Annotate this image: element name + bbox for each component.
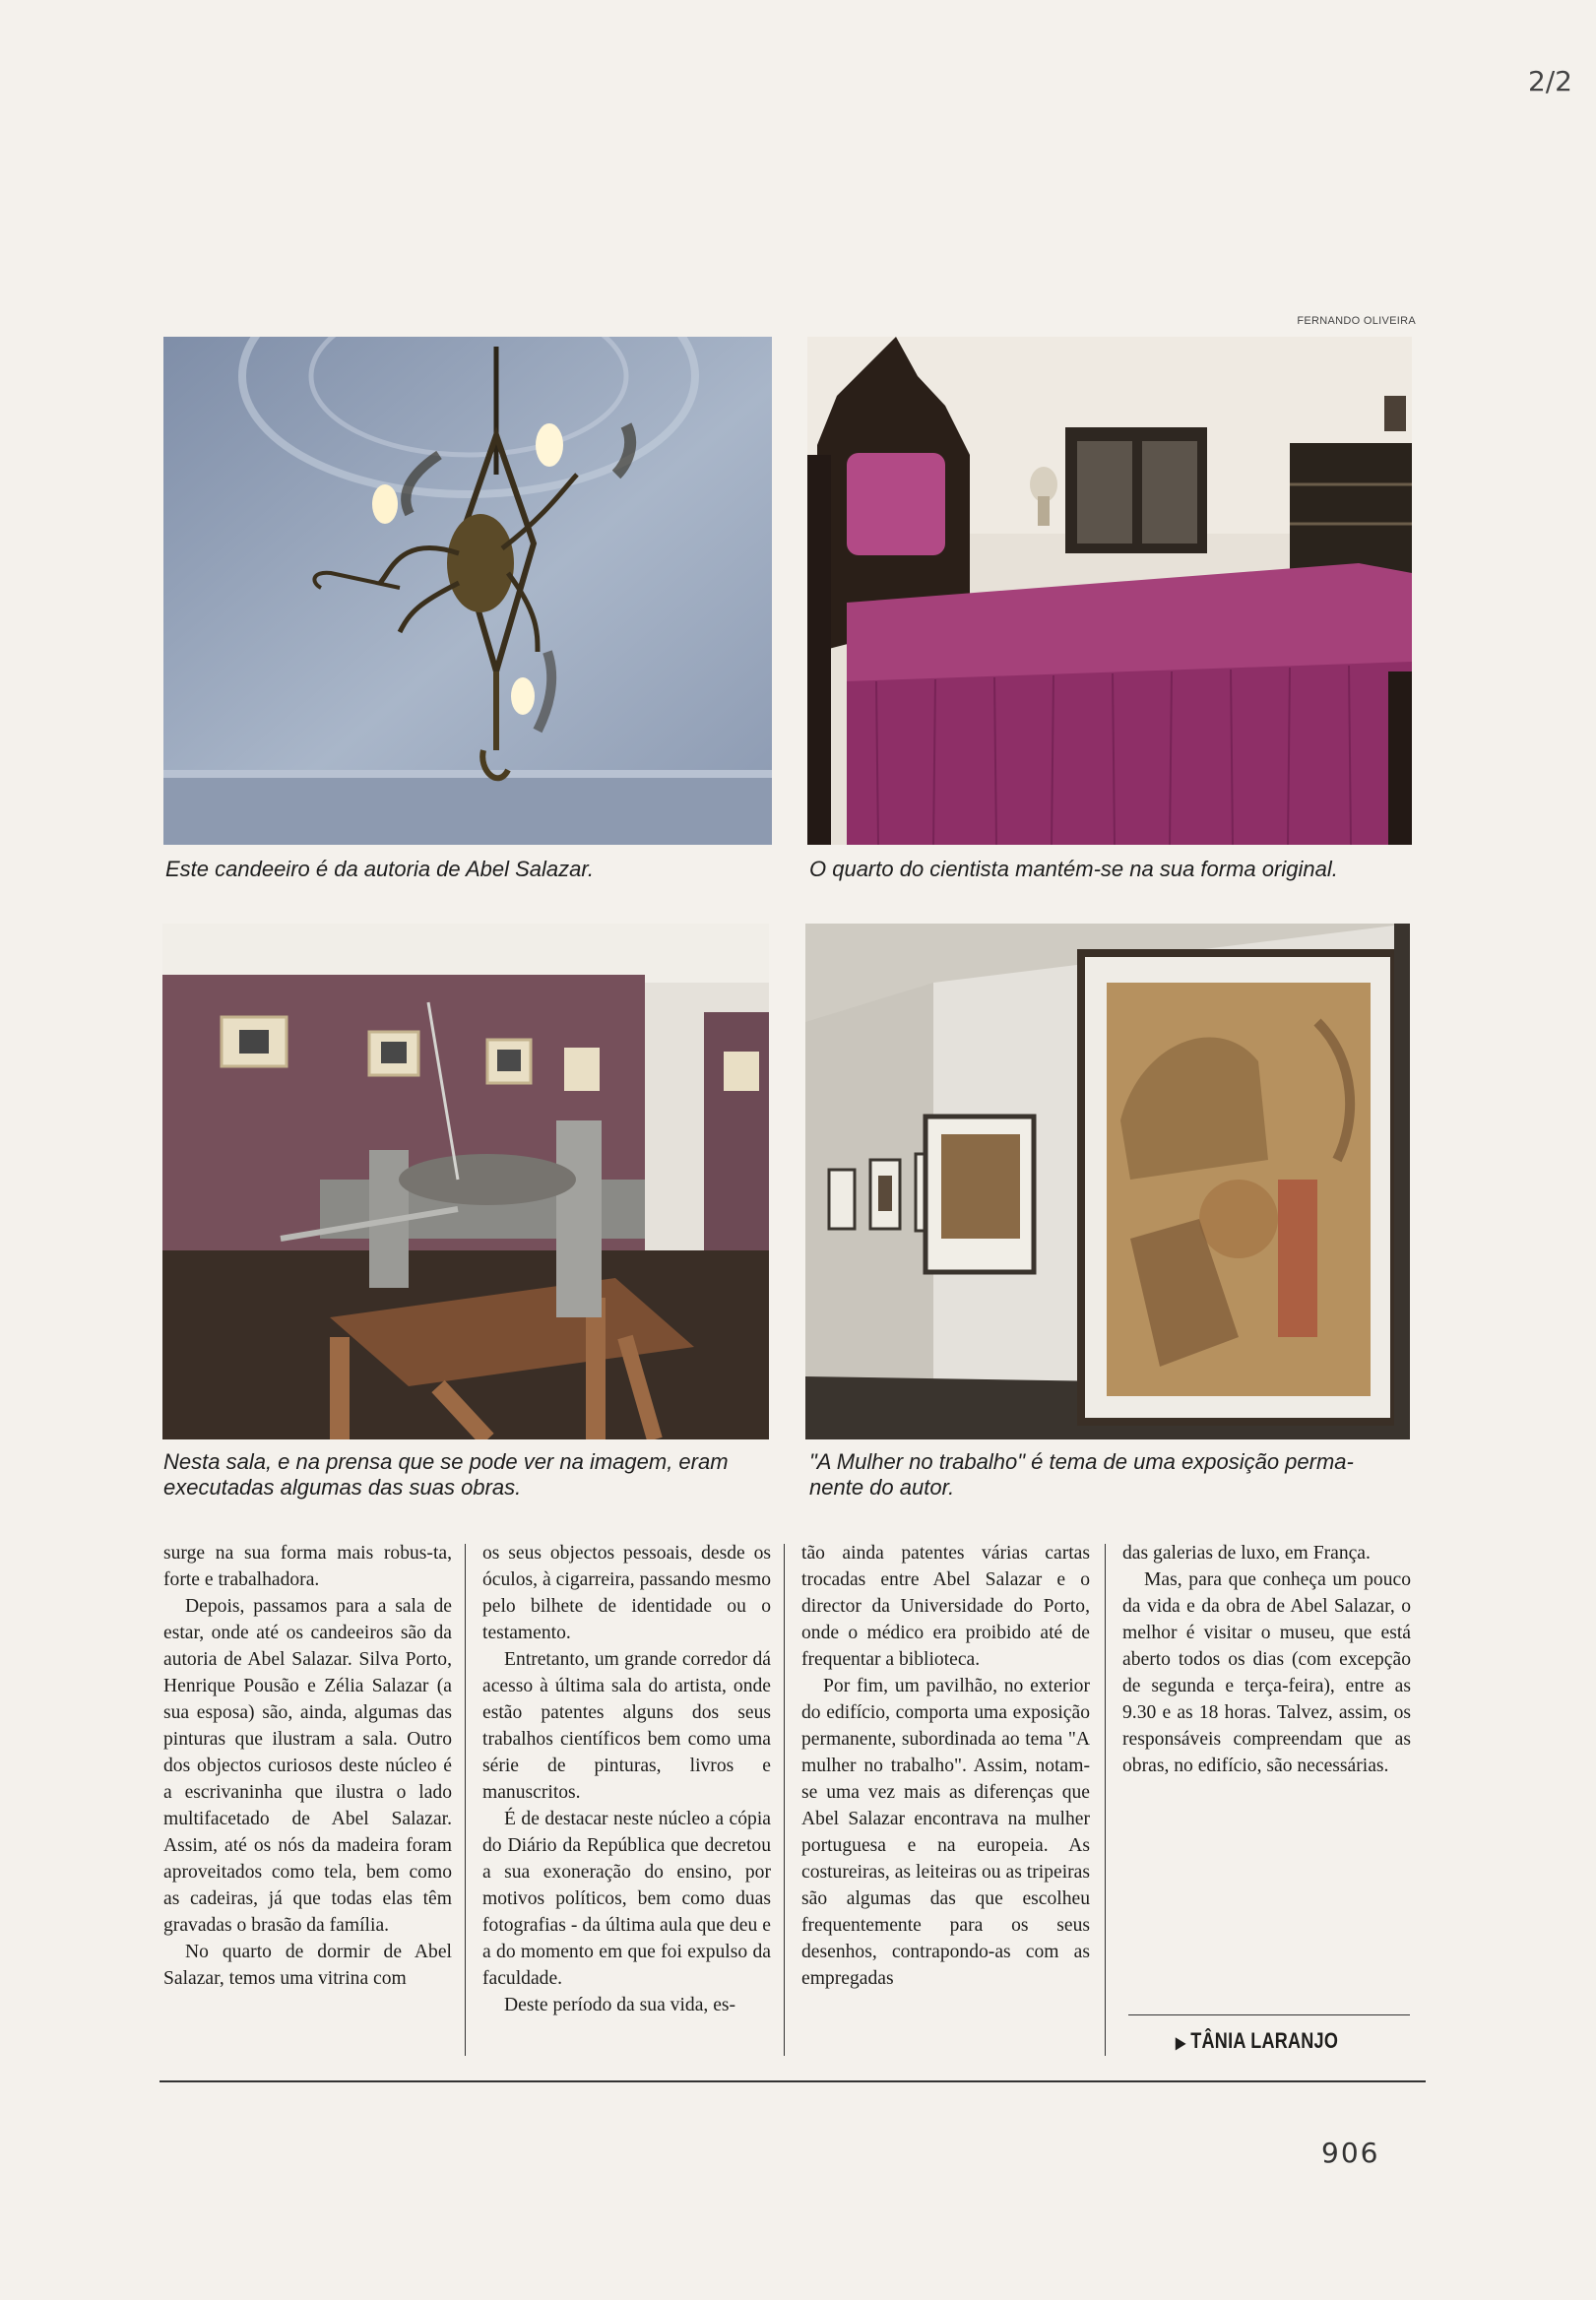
photo-exhibition — [805, 924, 1410, 1439]
article-paragraph: No quarto de dormir de Abel Salazar, temos uma vitrina com — [163, 1942, 452, 1989]
page-label: 2/2 — [1527, 65, 1572, 97]
column-divider — [1105, 1544, 1106, 2056]
article-column-2 — [482, 1540, 771, 2062]
photo-printing-press — [162, 924, 769, 1439]
triangle-arrow-icon: ▶ — [1176, 2035, 1186, 2052]
column-divider — [465, 1544, 466, 2056]
article-paragraph: Por fim, um pavilhão, no exterior do edifício, comporta uma exposição permanente, subordinada ao tema "A mulher no trabalho". Assim, notam-se uma vez mais as diferenças que Abel Salazar encontrava na mulher portuguesa e na europeia. As costureiras, as leiteiras ou as tripeiras são algumas das que escolheu frequentemente para os seus desenhos, contrapondo-as com as empregadas — [801, 1676, 1090, 1989]
column-divider — [784, 1544, 785, 2056]
bottom-rule — [160, 2080, 1426, 2082]
photo-chandelier — [163, 337, 772, 845]
photo-bedroom — [807, 337, 1412, 845]
article-column-3 — [801, 1540, 1090, 2062]
article-paragraph: Mas, para que conheça um pouco da vida e da obra de Abel Salazar, o melhor é visitar o museu, que está aberto todos os dias (com excepção de segunda e terça-feira), entre as 9.30 e as 18 horas. Talvez, assim, os responsáveis compreendam que as obras, no edifício, são necessárias. — [1122, 1569, 1411, 1776]
author-name: TÂNIA LARANJO — [1190, 2028, 1339, 2053]
article-paragraph: das galerias de luxo, em França. — [1122, 1543, 1371, 1564]
page-number: 906 — [1321, 2137, 1380, 2169]
article-column-4 — [1122, 1540, 1411, 2003]
article-paragraph: Entretanto, um grande corredor dá acesso à última sala do artista, onde estão patentes alguns dos seus trabalhos científicos bem como uma série de pinturas, livros e manuscritos. — [482, 1649, 771, 1803]
caption-bedroom: O quarto do cientista mantém-se na sua forma original. — [809, 857, 1338, 881]
signature-rule — [1128, 2014, 1410, 2015]
article-paragraph: os seus objectos pessoais, desde os óculos, à cigarreira, passando mesmo pelo bilhete de identidade ou o testamento. — [482, 1543, 771, 1643]
caption-exhibition-line-1: "A Mulher no trabalho" é tema de uma exposição perma- — [809, 1449, 1354, 1474]
article-paragraph: Deste período da sua vida, es- — [504, 1995, 736, 2015]
article-paragraph: surge na sua forma mais robus-ta, forte e trabalhadora. — [163, 1543, 452, 1590]
article-column-1 — [163, 1540, 452, 2062]
caption-printing-press-line-2: executadas algumas das suas obras. — [163, 1475, 522, 1500]
caption-exhibition-line-2: nente do autor. — [809, 1475, 955, 1500]
caption-printing-press — [163, 1449, 774, 1501]
caption-exhibition — [809, 1449, 1420, 1501]
photo-credit: FERNANDO OLIVEIRA — [1297, 315, 1416, 327]
article-paragraph: tão ainda patentes várias cartas trocadas entre Abel Salazar e o director da Universidade do Porto, onde o médico era proibido até de frequentar a biblioteca. — [801, 1543, 1090, 1670]
article-paragraph: Depois, passamos para a sala de estar, onde até os candeeiros são da autoria de Abel Salazar. Silva Porto, Henrique Pousão e Zélia Salazar (a sua esposa) são, ainda, algumas das pinturas que ilustram a sala. Outro dos objectos curiosos deste núcleo é a escrivaninha que ilustra o lado multifacetado de Abel Salazar. Assim, até os nós da madeira foram aproveitados como tela, bem como as cadeiras, já que todas elas têm gravadas o brasão da família. — [163, 1596, 452, 1936]
caption-printing-press-line-1: Nesta sala, e na prensa que se pode ver na imagem, eram — [163, 1449, 729, 1474]
author-signature — [1176, 2028, 1338, 2054]
caption-chandelier: Este candeeiro é da autoria de Abel Salazar. — [165, 857, 594, 881]
article-paragraph: É de destacar neste núcleo a cópia do Diário da República que decretou a sua exoneração do ensino, por motivos políticos, bem como duas fotografias - da última aula que deu e a do momento em que foi expulso da faculdade. — [482, 1809, 771, 1989]
